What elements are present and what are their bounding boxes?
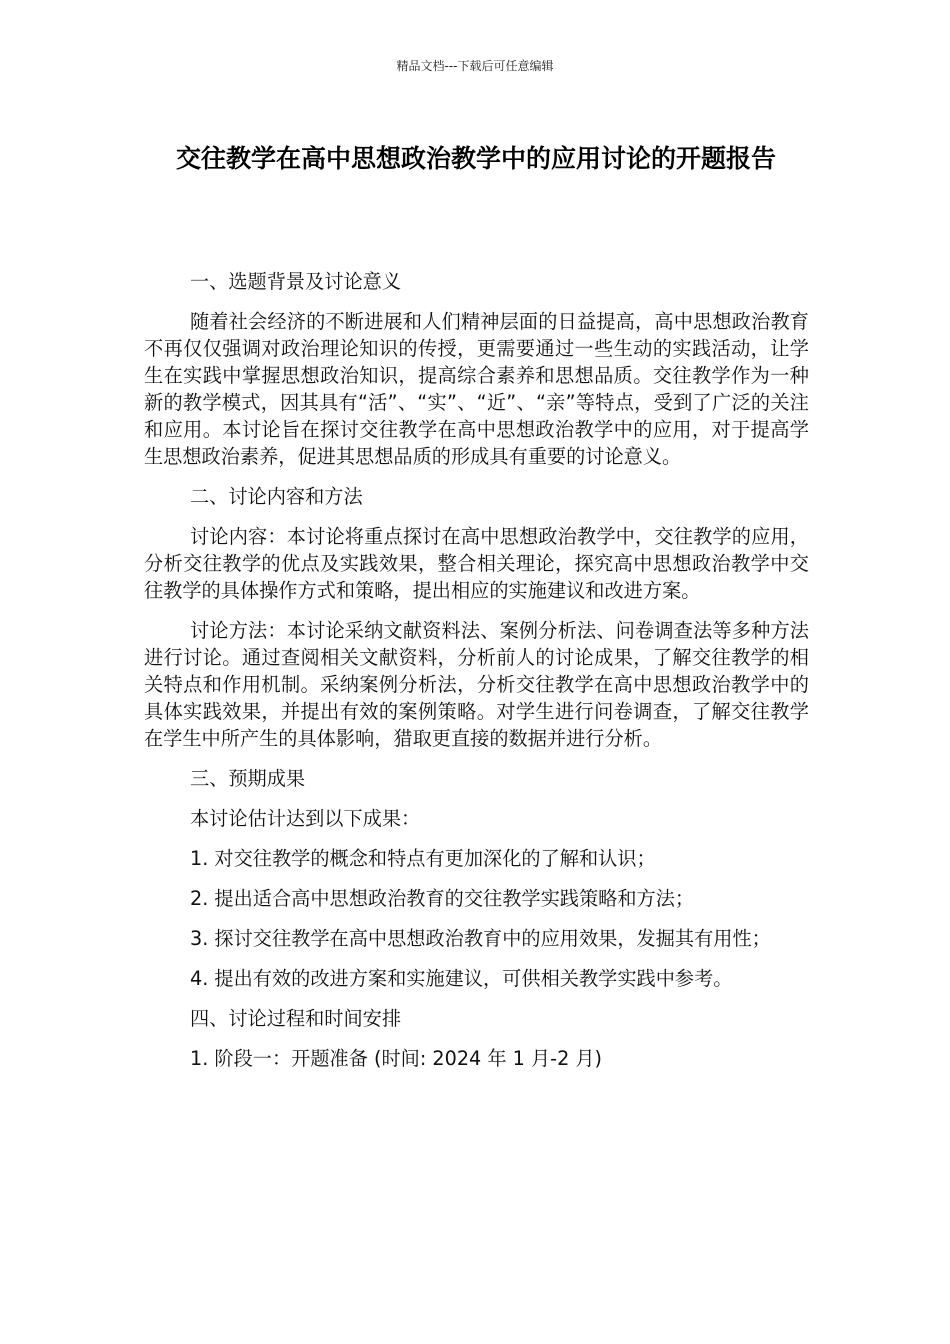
section-heading-schedule: 四、讨论过程和时间安排	[190, 1007, 402, 1030]
paragraph-results-intro: 本讨论估计达到以下成果：	[190, 807, 421, 830]
schedule-item: 1. 阶段一：开题准备 (时间: 2024 年 1 月-2 月)	[190, 1047, 603, 1070]
section-heading-content: 二、讨论内容和方法	[190, 485, 363, 508]
paragraph-background: 随着社会经济的不断进展和人们精神层面的日益提高，高中思想政治教育不再仅仅强调对政治理论知识的传授，更需要通过一些生动的实践活动，让学生在实践中掌握思想政治知识，提高综合素养和思想品质。交往教学作为一种新的教学模式，因其具有“活”、“实”、“近”、“亲”等特点，受到了广泛的关注和应用。本讨论旨在探讨交往教学在高中思想政治教学中的应用，对于提高学生思想政治素养，促进其思想品质的形成具有重要的讨论意义。	[144, 310, 809, 468]
results-item: 3. 探讨交往教学在高中思想政治教育中的应用效果，发掘其有用性；	[190, 927, 771, 950]
results-item: 1. 对交往教学的概念和特点有更加深化的了解和认识；	[190, 847, 656, 870]
section-heading-results: 三、预期成果	[190, 767, 306, 790]
section-heading-background: 一、选题背景及讨论意义	[190, 270, 402, 293]
document-body	[144, 268, 809, 1085]
paragraph-content: 讨论内容：本讨论将重点探讨在高中思想政治教学中，交往教学的应用，分析交往教学的优点及实践效果，整合相关理论，探究高中思想政治教学中交往教学的具体操作方式和策略，提出相应的实施建议和改进方案。	[144, 525, 809, 602]
header-note: 精品文档---下载后可任意编辑	[396, 59, 554, 73]
results-item: 4. 提出有效的改进方案和实施建议，可供相关教学实践中参考。	[190, 967, 733, 990]
document-title: 交往教学在高中思想政治教学中的应用讨论的开题报告	[175, 144, 776, 173]
results-item: 2. 提出适合高中思想政治教育的交往教学实践策略和方法；	[190, 887, 695, 910]
paragraph-method: 讨论方法：本讨论采纳文献资料法、案例分析法、问卷调查法等多种方法进行讨论。通过查阅相关文献资料，分析前人的讨论成果，了解交往教学的相关特点和作用机制。采纳案例分析法，分析交往教学在高中思想政治教学中的具体实践效果，并提出有效的案例策略。对学生进行问卷调查，了解交往教学在学生中所产生的具体影响，猎取更直接的数据并进行分析。	[144, 619, 809, 750]
